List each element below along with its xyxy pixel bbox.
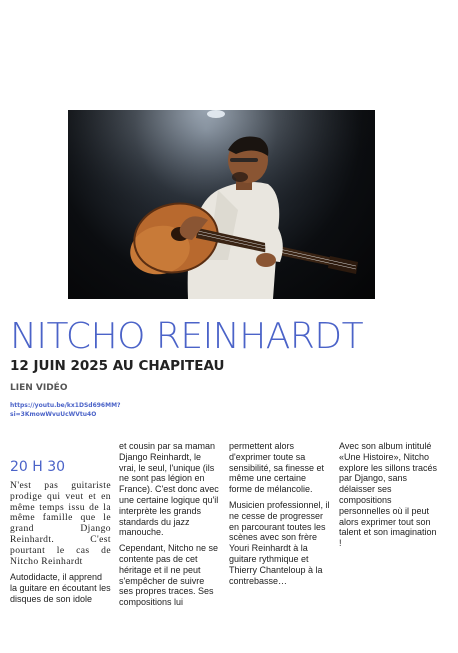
body-paragraph: Musicien professionnel, il ne cesse de progresser en parcourant toutes les scènes avec son frère Youri Reinhardt à la guitare rythmique et Thierry Chanteloup à la contrebasse… — [229, 499, 330, 586]
event-date-venue: 12 JUIN 2025 AU CHAPITEAU — [10, 358, 225, 374]
text-column-4 — [339, 441, 439, 554]
body-paragraph: permettent alors d'exprimer toute sa sensibilité, sa finesse et même une certaine forme de mélancolie. — [229, 441, 325, 495]
intro-paragraph: N'est pas guitariste prodige qui veut et en même temps issu de la même famille que le grand Django Reinhardt. C'est pourtant le cas de Nitcho Reinhardt — [10, 480, 111, 567]
video-link-label: LIEN VIDÉO — [10, 383, 68, 393]
text-column-2 — [119, 441, 220, 613]
text-column-1 — [10, 481, 111, 610]
body-paragraph: Avec son album intitulé «Une Histoire», Nitcho explore les sillons tracés par Django, sans délaisser ses compositions personnelles où il peut alors exprimer tout son talent et son imagination ! — [339, 441, 438, 549]
body-paragraph: Autodidacte, il apprend la guitare en écoutant les disques de son idole — [10, 572, 111, 604]
artist-name-title: NITCHO REINHARDT — [10, 316, 364, 357]
guitarist-illustration — [68, 110, 375, 299]
body-paragraph: et cousin par sa maman Django Reinhardt, le vrai, le seul, l'unique (ils ne sont pas légion en France). C'est donc avec une certaine logique qu'il interprète les grands standards du jazz manouche. — [119, 441, 219, 538]
text-column-3 — [229, 441, 330, 591]
concert-photo — [68, 110, 375, 299]
body-paragraph: Cependant, Nitcho ne se contente pas de cet héritage et il ne peut s'empêcher de suivre ses propres traces. Ses compositions lui — [119, 543, 219, 608]
video-link-url[interactable]: https://youtu.be/kx1DSd696MM?si=3KmowWvuUcWVtu4O — [10, 402, 121, 418]
event-time: 20 H 30 — [10, 459, 66, 475]
